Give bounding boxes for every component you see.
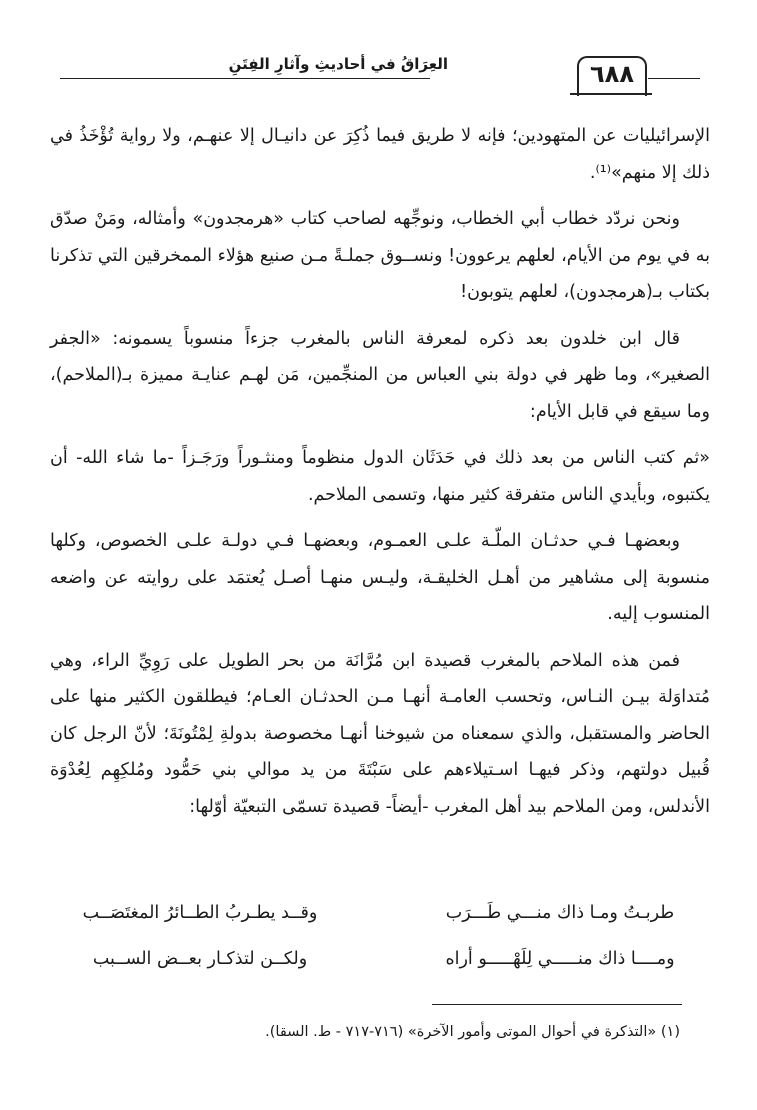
poem: [50, 890, 710, 982]
footnote-separator: [432, 1004, 682, 1005]
hemistich-second: وقــد يطـربُ الطــائرُ المغتَصَــب: [82, 903, 318, 923]
header-rule-left: [60, 78, 430, 79]
paragraph: ونحن نردّد خطاب أبي الخطاب، ونوجِّهه لصاحب كتاب «هرمجدون» وأمثاله، ومَنْ صدّق به في يوم من الأيام، لعلهم يرعوون! ونســوق جملـةً مـن صنيع هؤلاء الممخرقين التي تذكرنا بكتاب بـ(هرمجدون)، لعلهم يتوبون!: [50, 209, 710, 302]
header-rule-right: [648, 78, 700, 79]
paragraph: وبعضهـا فـي حدثـان الملّـة علـى العمـوم، وبعضهـا فـي دولـة علـى الخصوص، وكلها منسوبة إلى مشاهير من أهـل الخليقـة، وليـس منهـا أصـل يُعتمَد على روايته عن واضعه المنسوب إليه.: [50, 531, 710, 624]
footnote: (١) «التذكرة في أحوال الموتى وأمور الآخرة» (٧١٦-٧١٧ - ط. السقا).: [265, 1024, 680, 1040]
running-title: العِرَاقُ في أحاديثِ وآثارِ الفِتَنِ: [228, 55, 448, 73]
paragraph: فمن هذه الملاحم بالمغرب قصيدة ابن مُرَّانَة من بحر الطويل على رَوِيِّ الراء، وهي مُتداوَلة بيـن النـاس، وتحسب العامـة أنهـا مـن الحدثـان العـام؛ فيطلقون الكثير منها على الحاضر والمستقبل، والذي سمعناه من شيوخنا أنهـا مخصوصة بدولةِ لِمْتُونَةَ؛ لأنّ الرجل كان قُبيل دولتهم، وذكر فيهـا اسـتيلاءهم على سَبْتَةَ من يد موالي بني حَمُّود ومُلكِهِم لِعُدْوَة الأندلس، ومن الملاحم بيد أهل المغرب -أيضاً- قصيدة تسمّى التبعيّة أوّلها:: [50, 650, 710, 817]
poem-verse: [50, 890, 710, 936]
quotation-paragraph: «ثم كتب الناس من بعد ذلك في حَدَثَان الدول منظوماً ومنثـوراً ورَجَـزاً -ما شاء الله- أن يكتبوه، وبأيدي الناس متفرقة كثير منها، وتسمى الملاحم.: [50, 448, 710, 505]
hemistich-second: ولكــن لتذكـار بعــض الســبب: [92, 949, 308, 969]
poem-verse: [50, 936, 710, 982]
hemistich-first: طربـتُ ومـا ذاك منـــي طَـــرَب: [445, 903, 675, 923]
hemistich-first: ومــــا ذاك منـــــي لِلَهْـــــو أراه: [445, 949, 675, 969]
paragraph: الإسرائيليات عن المتهودين؛ فإنه لا طريق فيما ذُكِرَ عن دانيـال إلا عنهـم، ولا رواية تُؤْخَذُ في ذلك إلا منهم»⁽¹⁾.: [50, 126, 710, 183]
page-number: ٦٨٨: [590, 60, 634, 88]
page-number-frame-base: [570, 93, 652, 95]
main-text: [50, 118, 710, 835]
paragraph: قال ابن خلدون بعد ذكره لمعرفة الناس بالمغرب جزءاً منسوباً يسمونه: «الجفر الصغير»، وما ظهر في دولة بني العباس من المنجِّمين، مَن لهـم عنايـة مميزة بـ(الملاحم)، وما سيقع في قابل الأيام:: [50, 328, 710, 422]
